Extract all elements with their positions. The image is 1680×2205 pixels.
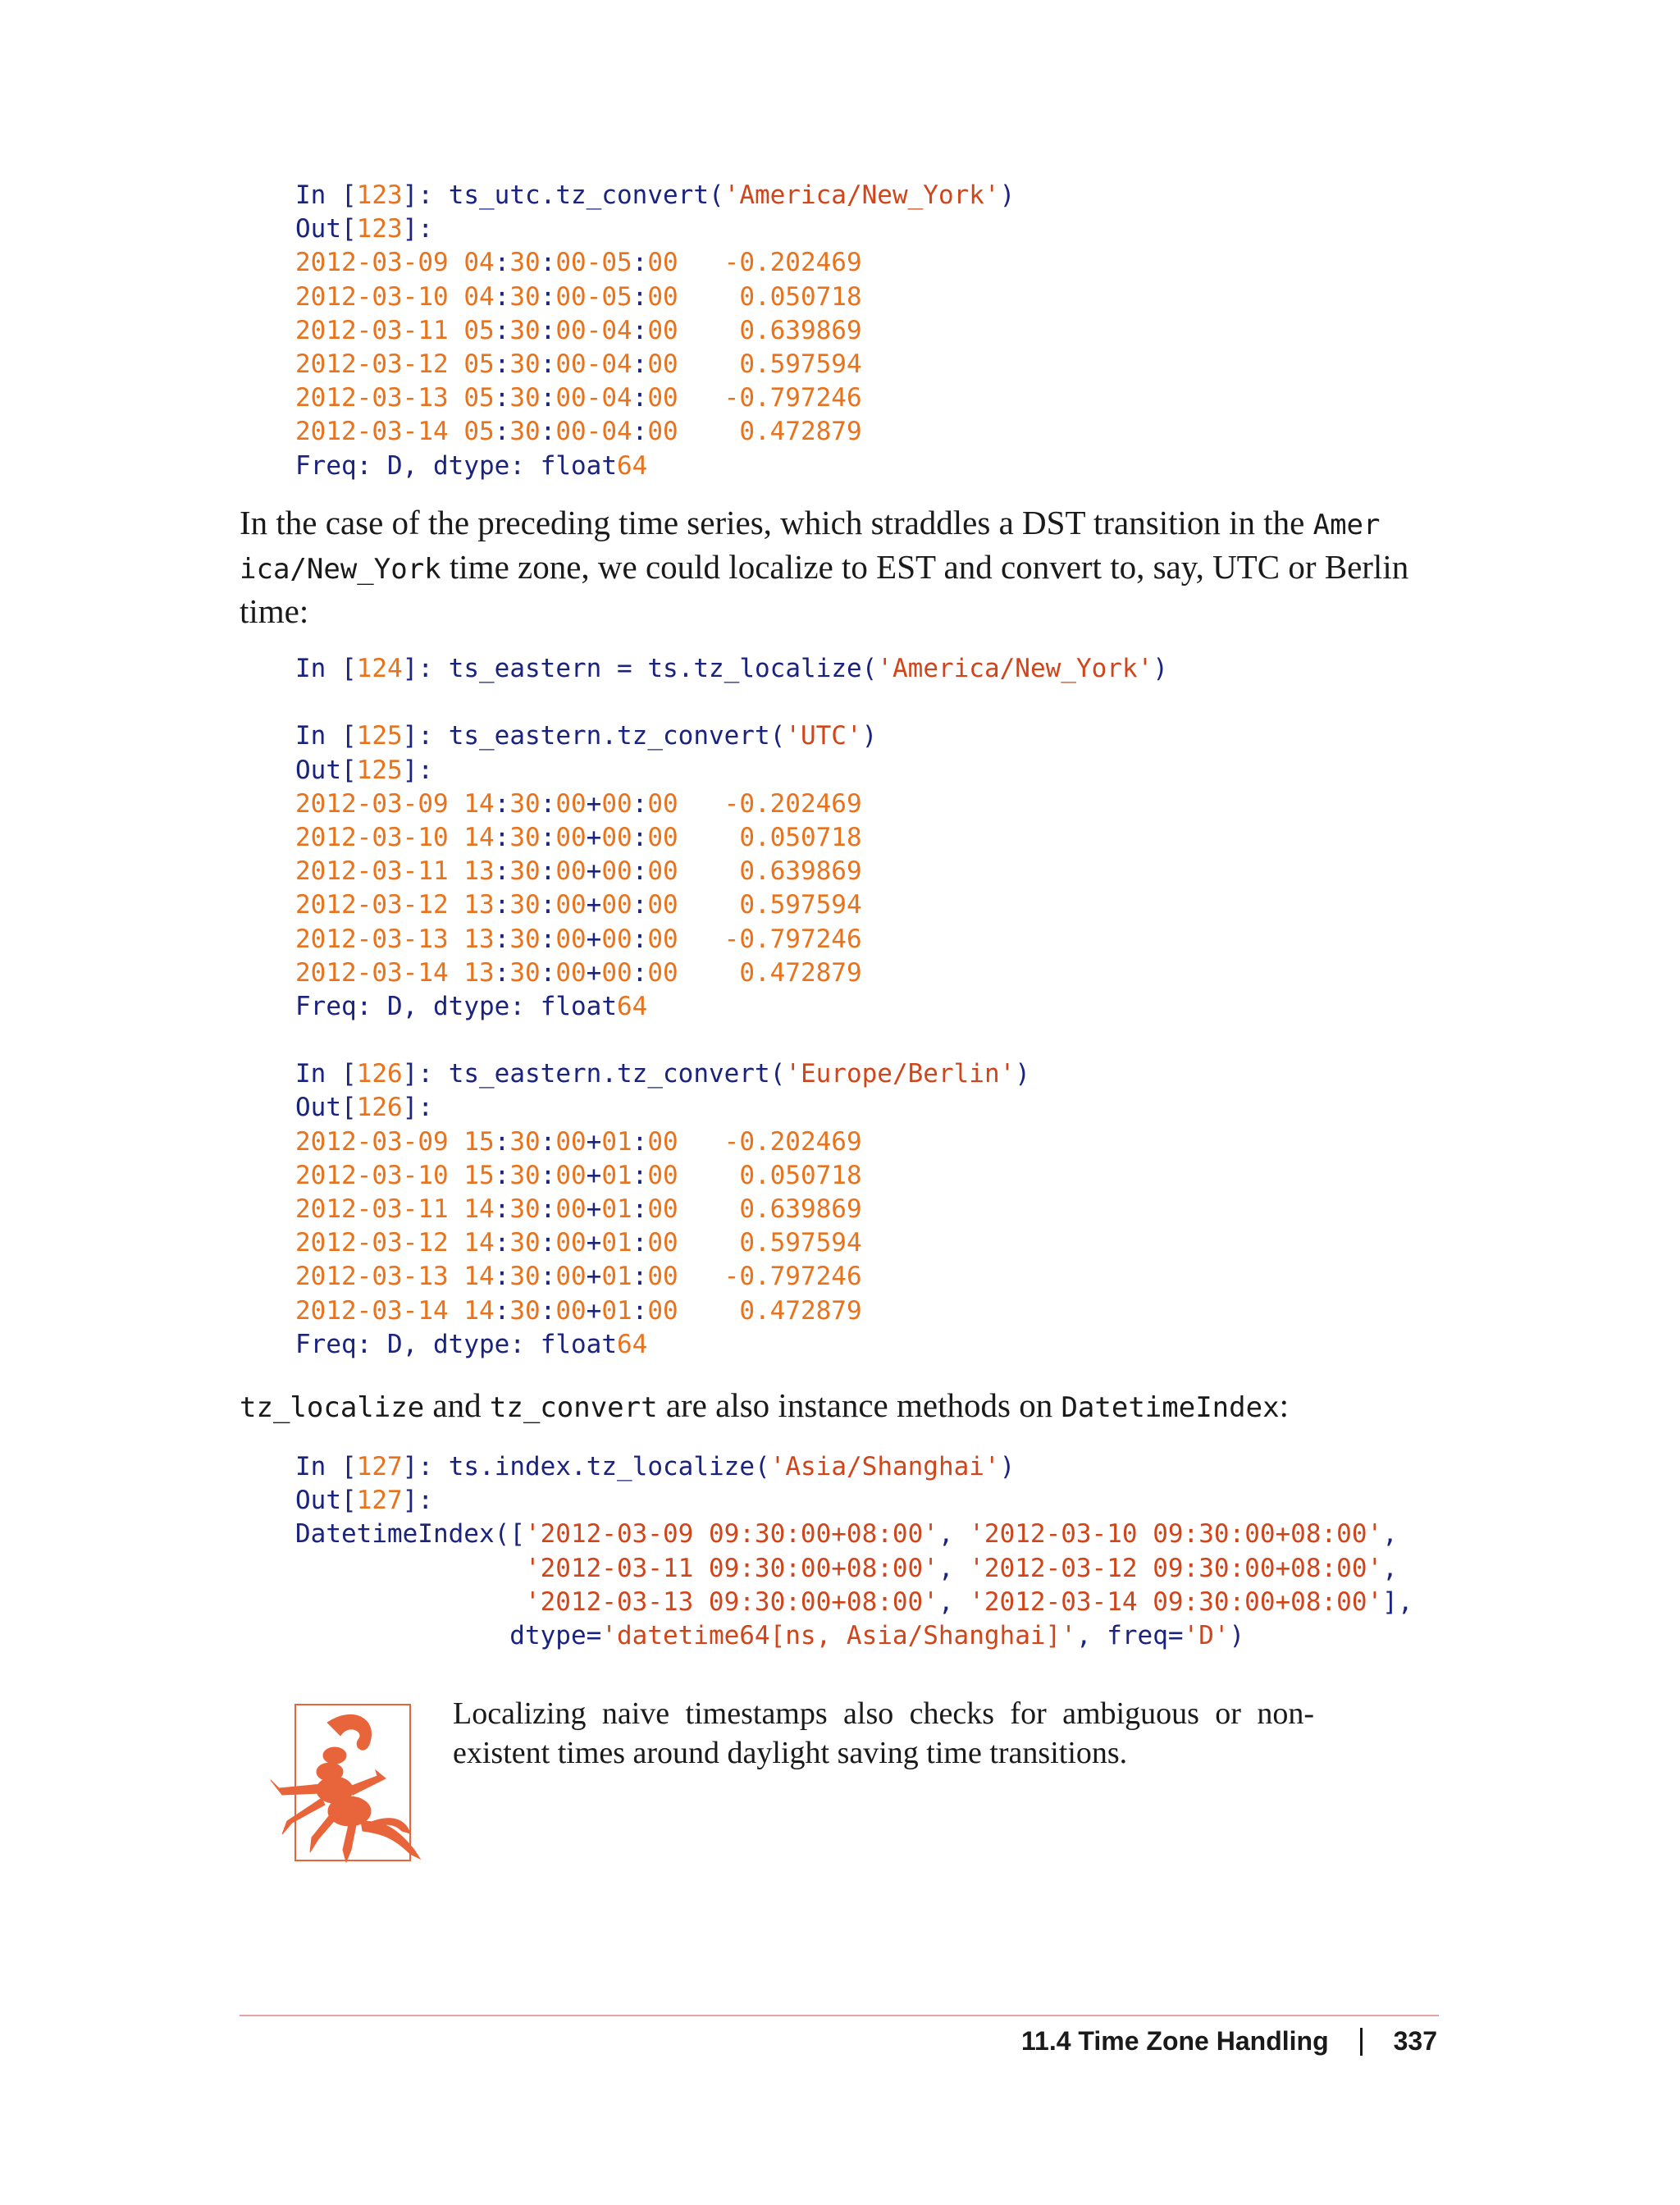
code-line: Out[126]: [295,1093,434,1123]
para1-text-1: In the case of the preceding time series, which straddles a DST transition in the [240,504,1313,541]
code-line: '2012-03-11 09:30:00+08:00', '2012-03-12 09:30:00+08:00', [524,1553,1398,1583]
code-block-3 [295,1450,1413,1653]
page-footer [1021,2026,1437,2057]
para1-text-2: time zone, we could localize to EST and convert to, say, UTC or Berlin time: [240,548,1409,630]
code-line: 2012-03-10 04:30:00-05:00 0.050718 [295,281,862,312]
code-line: Out[127]: [295,1486,434,1516]
code-line: 2012-03-13 14:30:00+01:00 -0.797246 [295,1262,862,1292]
code-line: In [123]: ts_utc.tz_convert('America/New_York') [295,180,1016,210]
code-line: Out[125]: [295,755,434,785]
code-line: dtype='datetime64[ns, Asia/Shanghai]', freq='D') [509,1620,1245,1650]
code-line: Freq: D, dtype: float64 [295,991,648,1021]
code-line: Out[123]: [295,214,434,244]
code-line: 2012-03-11 05:30:00-04:00 0.639869 [295,315,862,345]
para1-code-1: Amer [1312,509,1381,541]
para2-text-3: : [1279,1386,1289,1424]
footer-section-title: 11.4 Time Zone Handling [1021,2026,1329,2056]
paragraph-instance-methods [240,1385,1437,1429]
code-line: DatetimeIndex(['2012-03-09 09:30:00+08:00', '2012-03-10 09:30:00+08:00', [295,1519,1398,1550]
code-line: 2012-03-10 14:30:00+00:00 0.050718 [295,822,862,852]
code-line: 2012-03-09 14:30:00+00:00 -0.202469 [295,788,862,819]
code-line: 2012-03-14 05:30:00-04:00 0.472879 [295,417,862,447]
code-line: 2012-03-12 13:30:00+00:00 0.597594 [295,890,862,920]
code-line: '2012-03-13 09:30:00+08:00', '2012-03-14 09:30:00+08:00'], [524,1586,1413,1617]
code-line: In [127]: ts.index.tz_localize('Asia/Shanghai') [295,1452,1016,1481]
code-line: 2012-03-12 14:30:00+01:00 0.597594 [295,1228,862,1258]
page-number: 337 [1393,2026,1437,2056]
code-line: 2012-03-14 14:30:00+01:00 0.472879 [295,1295,862,1326]
para2-code-3: DatetimeIndex [1061,1391,1280,1424]
code-line: 2012-03-10 15:30:00+01:00 0.050718 [295,1160,862,1190]
code-block-2 [295,652,1168,1362]
code-line: 2012-03-09 04:30:00-05:00 -0.202469 [295,248,862,278]
tip-note: Localizing naive timestamps also checks for ambiguous or non-existent times around daylight saving time transitions. [453,1696,1314,1770]
para2-text-2: are also instance methods on [657,1386,1061,1424]
code-line: Freq: D, dtype: float64 [295,450,648,481]
code-line: 2012-03-13 13:30:00+00:00 -0.797246 [295,924,862,954]
code-line: In [125]: ts_eastern.tz_convert('UTC') [295,721,878,751]
scorpion-icon [271,1698,447,1870]
code-line: In [124]: ts_eastern = ts.tz_localize('America/New_York') [295,654,1168,683]
code-line: In [126]: ts_eastern.tz_convert('Europe/Berlin') [295,1059,1030,1089]
code-line: 2012-03-09 15:30:00+01:00 -0.202469 [295,1126,862,1157]
code-line [295,1024,1168,1057]
para2-code-1: tz_localize [240,1391,425,1424]
para1-code-2: ica/New_York [240,553,441,586]
paragraph-dst [240,502,1437,632]
footer-rule [240,2015,1439,2016]
code-line: 2012-03-13 05:30:00-04:00 -0.797246 [295,383,862,413]
footer-divider [1360,2028,1363,2056]
code-block-1 [295,179,1015,483]
code-line: 2012-03-11 14:30:00+01:00 0.639869 [295,1194,862,1224]
code-line: 2012-03-11 13:30:00+00:00 0.639869 [295,856,862,887]
code-line [295,686,1168,719]
code-line: 2012-03-12 05:30:00-04:00 0.597594 [295,349,862,379]
para2-code-2: tz_convert [489,1391,658,1424]
code-line: Freq: D, dtype: float64 [295,1329,648,1359]
para2-text-1: and [424,1386,490,1424]
code-line: 2012-03-14 13:30:00+00:00 0.472879 [295,957,862,988]
